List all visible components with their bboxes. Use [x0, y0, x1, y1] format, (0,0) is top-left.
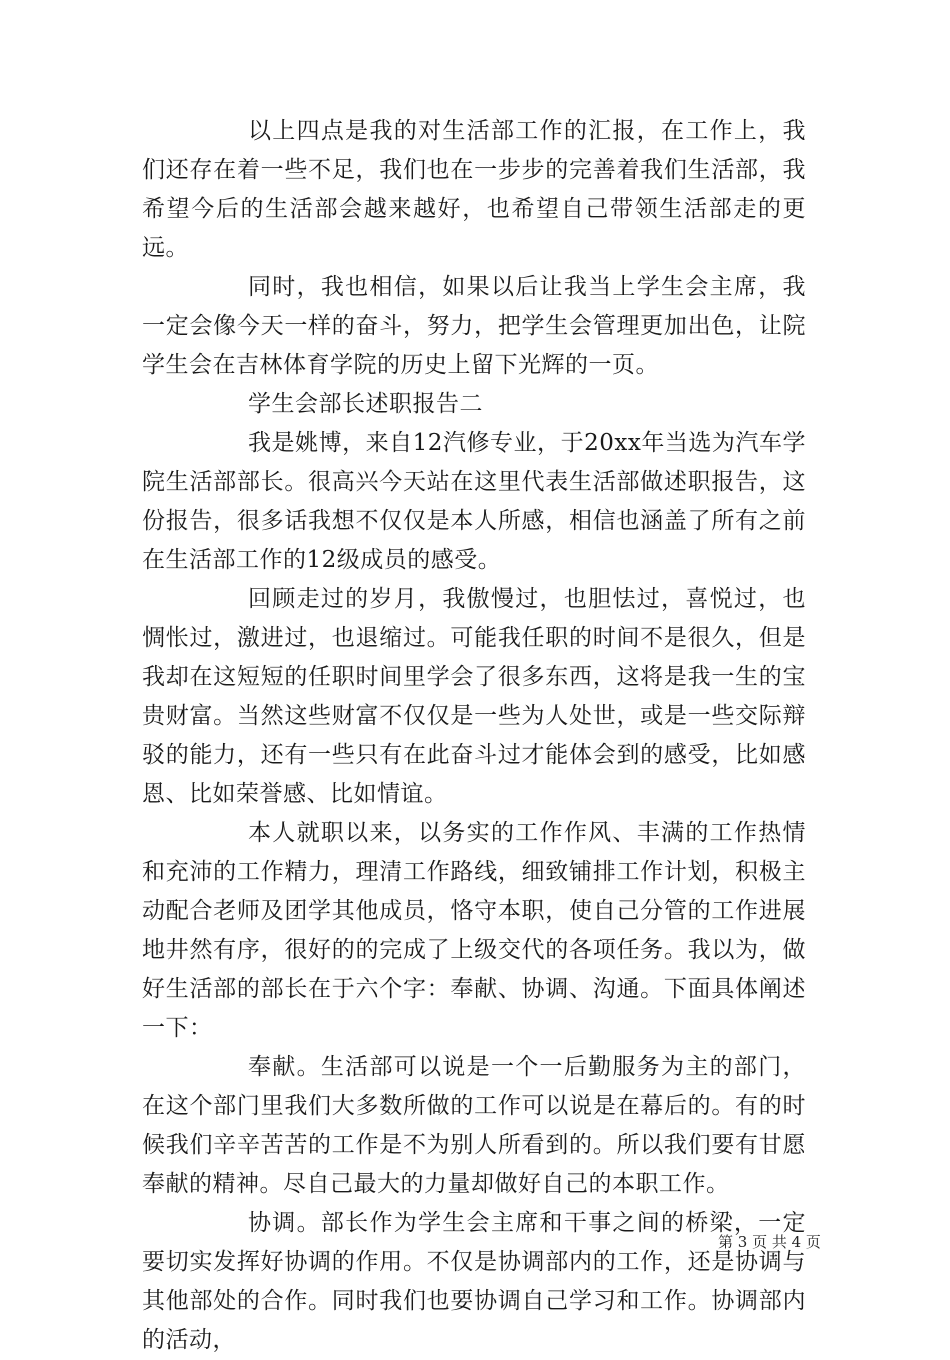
paragraph-introduction: 我是姚博，来自12汽修专业，于20xx年当选为汽车学院生活部部长。很高兴今天站在这里代表生活部做述职报告，这份报告，很多话我想不仅仅是本人所感，相信也涵盖了所有之前在生活部工作的12级成员的感受。: [142, 430, 806, 573]
paragraph-pledge: 同时，我也相信，如果以后让我当上学生会主席，我一定会像今天一样的奋斗，努力，把学生会管理更加出色，让院学生会在吉林体育学院的历史上留下光辉的一页。: [142, 274, 806, 378]
page-number-footer: 第 3 页 共 4 页: [718, 1233, 821, 1251]
paragraph-review: 回顾走过的岁月，我傲慢过，也胆怯过，喜悦过，也惆怅过，激进过，也退缩过。可能我任职的时间不是很久，但是我却在这短短的任职时间里学会了很多东西，这将是我一生的宝贵财富。当然这些财富不仅仅是一些为人处世，或是一些交际辩驳的能力，还有一些只有在此奋斗过才能体会到的感受，比如感恩、比如荣誉感、比如情谊。: [142, 586, 806, 807]
paragraph-duties: 本人就职以来，以务实的工作作风、丰满的工作热情和充沛的工作精力，理清工作路线，细致铺排工作计划，积极主动配合老师及团学其他成员，恪守本职，使自己分管的工作进展地井然有序，很好的的完成了上级交代的各项任务。我以为，做好生活部的部长在于六个字：奉献、协调、沟通。下面具体阐述一下：: [142, 820, 806, 1041]
section-title: 学生会部长述职报告二: [248, 391, 483, 417]
document-body: [142, 112, 806, 1360]
paragraph-summary: 以上四点是我的对生活部工作的汇报，在工作上，我们还存在着一些不足，我们也在一步步的完善着我们生活部，我希望今后的生活部会越来越好，也希望自己带领生活部走的更远。: [142, 118, 806, 261]
paragraph-dedication: 奉献。生活部可以说是一个一后勤服务为主的部门，在这个部门里我们大多数所做的工作可以说是在幕后的。有的时候我们辛辛苦苦的工作是不为别人所看到的。所以我们要有甘愿奉献的精神。尽自己最大的力量却做好自己的本职工作。: [142, 1054, 806, 1197]
paragraph-coordination: 协调。部长作为学生会主席和干事之间的桥梁，一定要切实发挥好协调的作用。不仅是协调部内的工作，还是协调与其他部处的合作。同时我们也要协调自己学习和工作。协调部内的活动，: [142, 1210, 806, 1353]
